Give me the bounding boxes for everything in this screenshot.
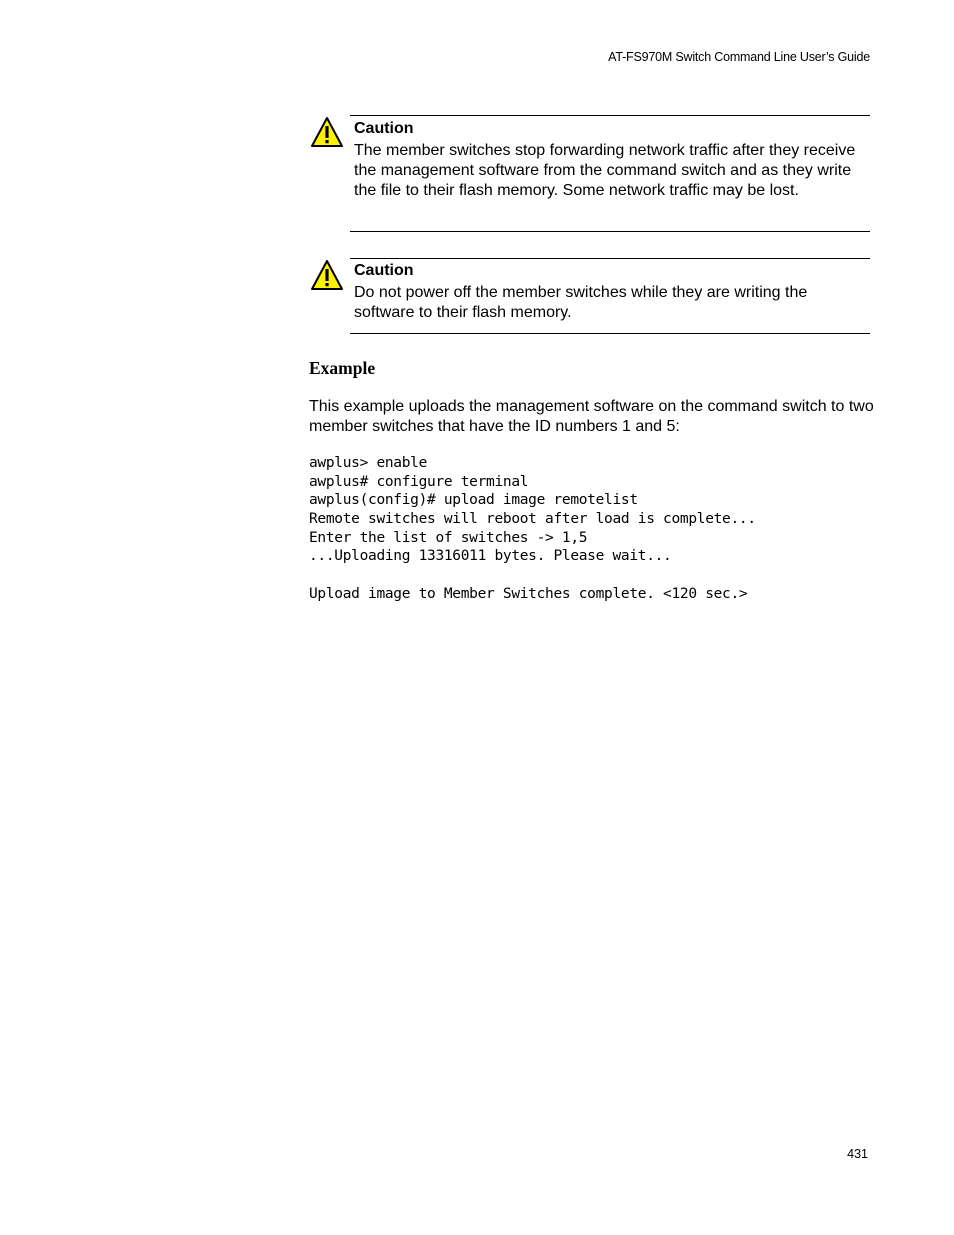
code-line: Enter the list of switches -> 1,5: [309, 529, 588, 546]
warning-triangle-icon: [310, 259, 344, 291]
caution-bottom-rule: [350, 333, 870, 334]
caution-notice: [310, 114, 870, 234]
caution-bottom-rule: [350, 231, 870, 232]
caution-text: The member switches stop forwarding network traffic after they receive the management software from the command switch and as they write the file to their flash memory. Some network traffic may be lost.: [354, 142, 856, 199]
caution-notice: [310, 257, 870, 337]
caution-title: Caution: [354, 262, 414, 279]
example-description: This example uploads the management software on the command switch to two member switches that have the ID numbers 1 and 5:: [309, 398, 874, 435]
code-line: [309, 566, 756, 585]
caution-title: Caution: [354, 120, 414, 137]
running-header: AT-FS970M Switch Command Line User’s Guide: [608, 50, 870, 64]
code-line: Remote switches will reboot after load is complete...: [309, 511, 756, 528]
caution-top-rule: [350, 258, 870, 259]
caution-top-rule: [350, 115, 870, 116]
caution-text: Do not power off the member switches while they are writing the software to their flash memory.: [354, 284, 808, 321]
code-line: awplus(config)# upload image remotelist: [309, 492, 638, 509]
code-block: [309, 454, 756, 604]
warning-triangle-icon: [310, 116, 344, 148]
code-line: ...Uploading 13316011 bytes. Please wait...: [309, 548, 672, 565]
code-line: Upload image to Member Switches complete. <120 sec.>: [309, 585, 748, 602]
section-heading-example: Example: [309, 358, 376, 378]
code-line: awplus# configure terminal: [309, 473, 529, 490]
page-number: 431: [847, 1147, 868, 1161]
code-line: awplus> enable: [309, 455, 428, 471]
